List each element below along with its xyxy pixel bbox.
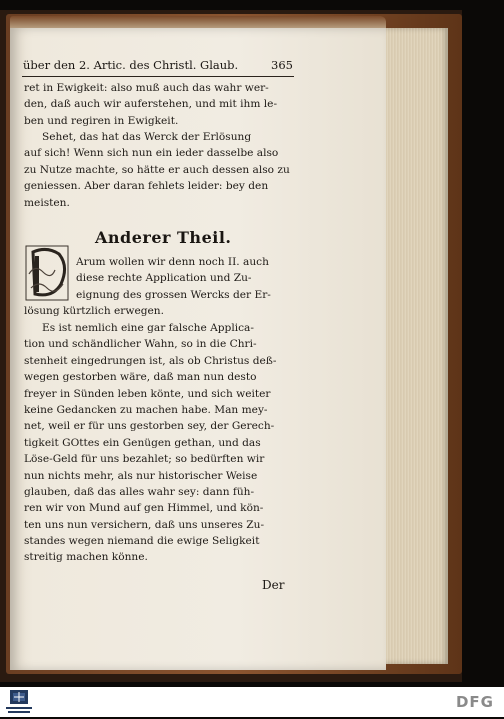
text-line: diese rechte Application und Zu- <box>76 272 252 285</box>
text-line: tigkeit GOttes ein Genügen gethan, und das <box>24 436 261 449</box>
text-line: stenheit eingedrungen ist, als ob Christus deß- <box>24 354 277 367</box>
text-line: wegen gestorben wäre, daß man nun desto <box>24 371 257 384</box>
text-line: Es ist nemlich eine gar falsche Applica- <box>42 322 254 334</box>
page-number: 365 <box>271 58 293 72</box>
page-edges <box>378 28 448 664</box>
text-line: meisten. <box>24 196 70 209</box>
decorated-initial <box>25 244 69 300</box>
franckesche-stiftungen-logo-icon <box>4 689 34 715</box>
text-line: nun nichts mehr, als nur historischer Weise <box>24 469 258 482</box>
text-line: Arum wollen wir denn noch II. auch <box>76 256 269 268</box>
paragraph-3-head <box>76 254 292 303</box>
text-line: streitig machen könne. <box>24 551 148 564</box>
paragraph-3-tail <box>24 303 292 319</box>
paragraph-2 <box>24 129 292 211</box>
text-line: tion und schändlicher Wahn, so in die Chri- <box>24 338 257 351</box>
initial-ornament-icon <box>25 244 69 302</box>
text-line: eignung des grossen Wercks der Er- <box>76 288 271 301</box>
text-line: den, daß auch wir auferstehen, und mit ihm le- <box>24 98 278 111</box>
viewer-footer <box>0 687 504 717</box>
running-title: über den 2. Artic. des Christl. Glaub. <box>23 58 239 72</box>
text-line: ret in Ewigkeit: also muß auch das wahr wer- <box>24 82 269 94</box>
text-line: freyer in Sünden leben könte, und sich weiter <box>24 387 271 400</box>
text-line: Löse-Geld für uns bezahlet; so bedürften wir <box>24 453 265 466</box>
text-line: geniessen. Aber daran fehlets leider: bey den <box>24 180 269 193</box>
catchword: Der <box>262 578 285 592</box>
text-line: ren wir von Mund auf gen Himmel, und kön- <box>24 502 264 515</box>
header-rule <box>22 76 294 77</box>
institution-logo[interactable] <box>4 689 34 715</box>
paragraph-4 <box>24 320 292 566</box>
text-line: net, weil er für uns gestorben sey, der Gerech- <box>24 420 275 433</box>
funder-logo[interactable]: DFG <box>455 693 494 711</box>
paragraph-1 <box>24 80 292 129</box>
text-line: standes wegen niemand die ewige Seligkeit <box>24 535 260 548</box>
text-line: glauben, daß das alles wahr sey: dann füh- <box>24 485 255 498</box>
text-line: ben und regiren in Ewigkeit. <box>24 114 179 127</box>
text-line: zu Nutze machte, so hätte er auch dessen also zu <box>24 163 290 176</box>
section-title: Anderer Theil. <box>95 228 232 247</box>
text-line: auf sich! Wenn sich nun ein ieder dasselbe also <box>24 147 279 160</box>
text-line: keine Gedancken zu machen habe. Man mey- <box>24 403 268 416</box>
text-line: Sehet, das hat das Werck der Erlösung <box>42 131 252 143</box>
running-header <box>23 58 293 72</box>
text-line: ten uns nun versichern, daß uns unseres Zu- <box>24 518 265 531</box>
text-line: lösung kürtzlich erwegen. <box>24 305 164 317</box>
